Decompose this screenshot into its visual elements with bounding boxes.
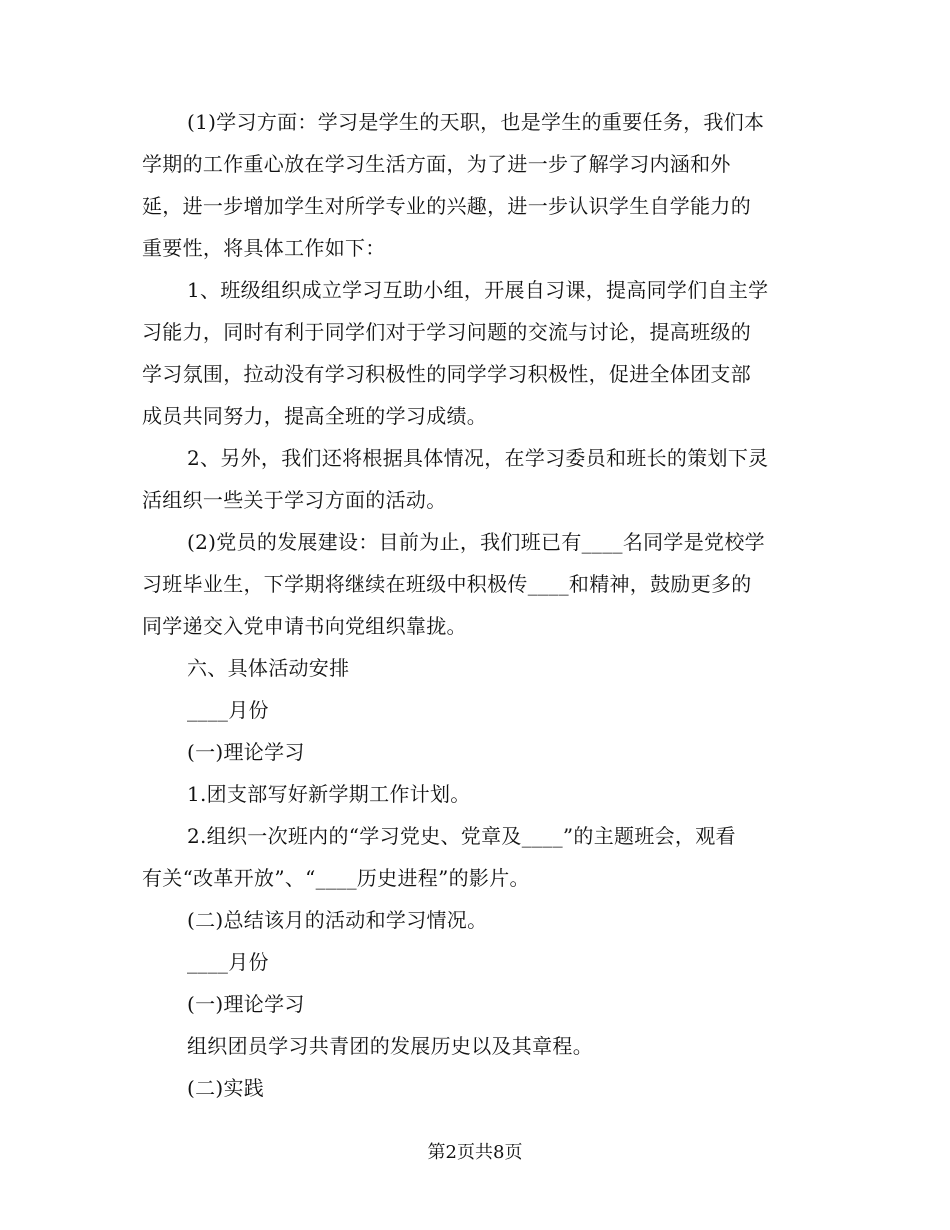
paragraph-text bbox=[142, 1025, 812, 1067]
list-item bbox=[142, 815, 812, 899]
month-label bbox=[142, 689, 812, 731]
paragraph-party-development bbox=[142, 521, 812, 647]
text-line: 重要性，将具体工作如下： bbox=[142, 236, 386, 260]
text-line: 同学递交入党申请书向党组织靠拢。 bbox=[142, 614, 467, 638]
text-line: (二)总结该月的活动和学习情况。 bbox=[187, 908, 488, 932]
subsection-heading bbox=[142, 983, 812, 1025]
text-line: (一)理论学习 bbox=[187, 740, 305, 764]
text-line: 成员共同努力，提高全班的学习成绩。 bbox=[142, 404, 488, 428]
list-item bbox=[142, 773, 812, 815]
text-line: (二)实践 bbox=[187, 1076, 265, 1100]
text-line: 六、具体活动安排 bbox=[187, 656, 350, 680]
text-line: ____月份 bbox=[187, 698, 269, 722]
paragraph-study-group bbox=[142, 269, 812, 437]
text-line: 1、班级组织成立学习互助小组，开展自习课，提高同学们自主学 bbox=[187, 278, 769, 302]
subsection-heading bbox=[142, 731, 812, 773]
section-heading bbox=[142, 647, 812, 689]
text-line: 延，进一步增加学生对所学专业的兴趣，进一步认识学生自学能力的 bbox=[142, 194, 751, 218]
text-line: (2)党员的发展建设：目前为止，我们班已有____名同学是党校学 bbox=[187, 530, 765, 554]
subsection-heading bbox=[142, 1067, 812, 1109]
text-line: 1.团支部写好新学期工作计划。 bbox=[187, 782, 471, 806]
subsection-heading bbox=[142, 899, 812, 941]
page-number-footer: 第2页共8页 bbox=[427, 1142, 523, 1163]
text-line: 习能力，同时有利于同学们对于学习问题的交流与讨论，提高班级的 bbox=[142, 320, 751, 344]
text-line: ____月份 bbox=[187, 950, 269, 974]
paragraph-study bbox=[142, 101, 812, 269]
text-line: 学期的工作重心放在学习生活方面，为了进一步了解学习内涵和外 bbox=[142, 152, 731, 176]
month-label bbox=[142, 941, 812, 983]
document-body bbox=[142, 101, 812, 1109]
text-line: (一)理论学习 bbox=[187, 992, 305, 1016]
text-line: 学习氛围，拉动没有学习积极性的同学学习积极性，促进全体团支部 bbox=[142, 362, 751, 386]
paragraph-activities bbox=[142, 437, 812, 521]
text-line: 2、另外，我们还将根据具体情况，在学习委员和班长的策划下灵 bbox=[187, 446, 769, 470]
text-line: 组织团员学习共青团的发展历史以及其章程。 bbox=[187, 1034, 593, 1058]
text-line: 习班毕业生，下学期将继续在班级中积极传____和精神，鼓励更多的 bbox=[142, 572, 752, 596]
text-line: 2.组织一次班内的“学习党史、党章及____”的主题班会，观看 bbox=[187, 824, 736, 848]
text-line: (1)学习方面：学习是学生的天职，也是学生的重要任务，我们本 bbox=[187, 110, 765, 134]
text-line: 活组织一些关于学习方面的活动。 bbox=[142, 488, 447, 512]
text-line: 有关“改革开放”、“____历史进程”的影片。 bbox=[142, 866, 530, 890]
